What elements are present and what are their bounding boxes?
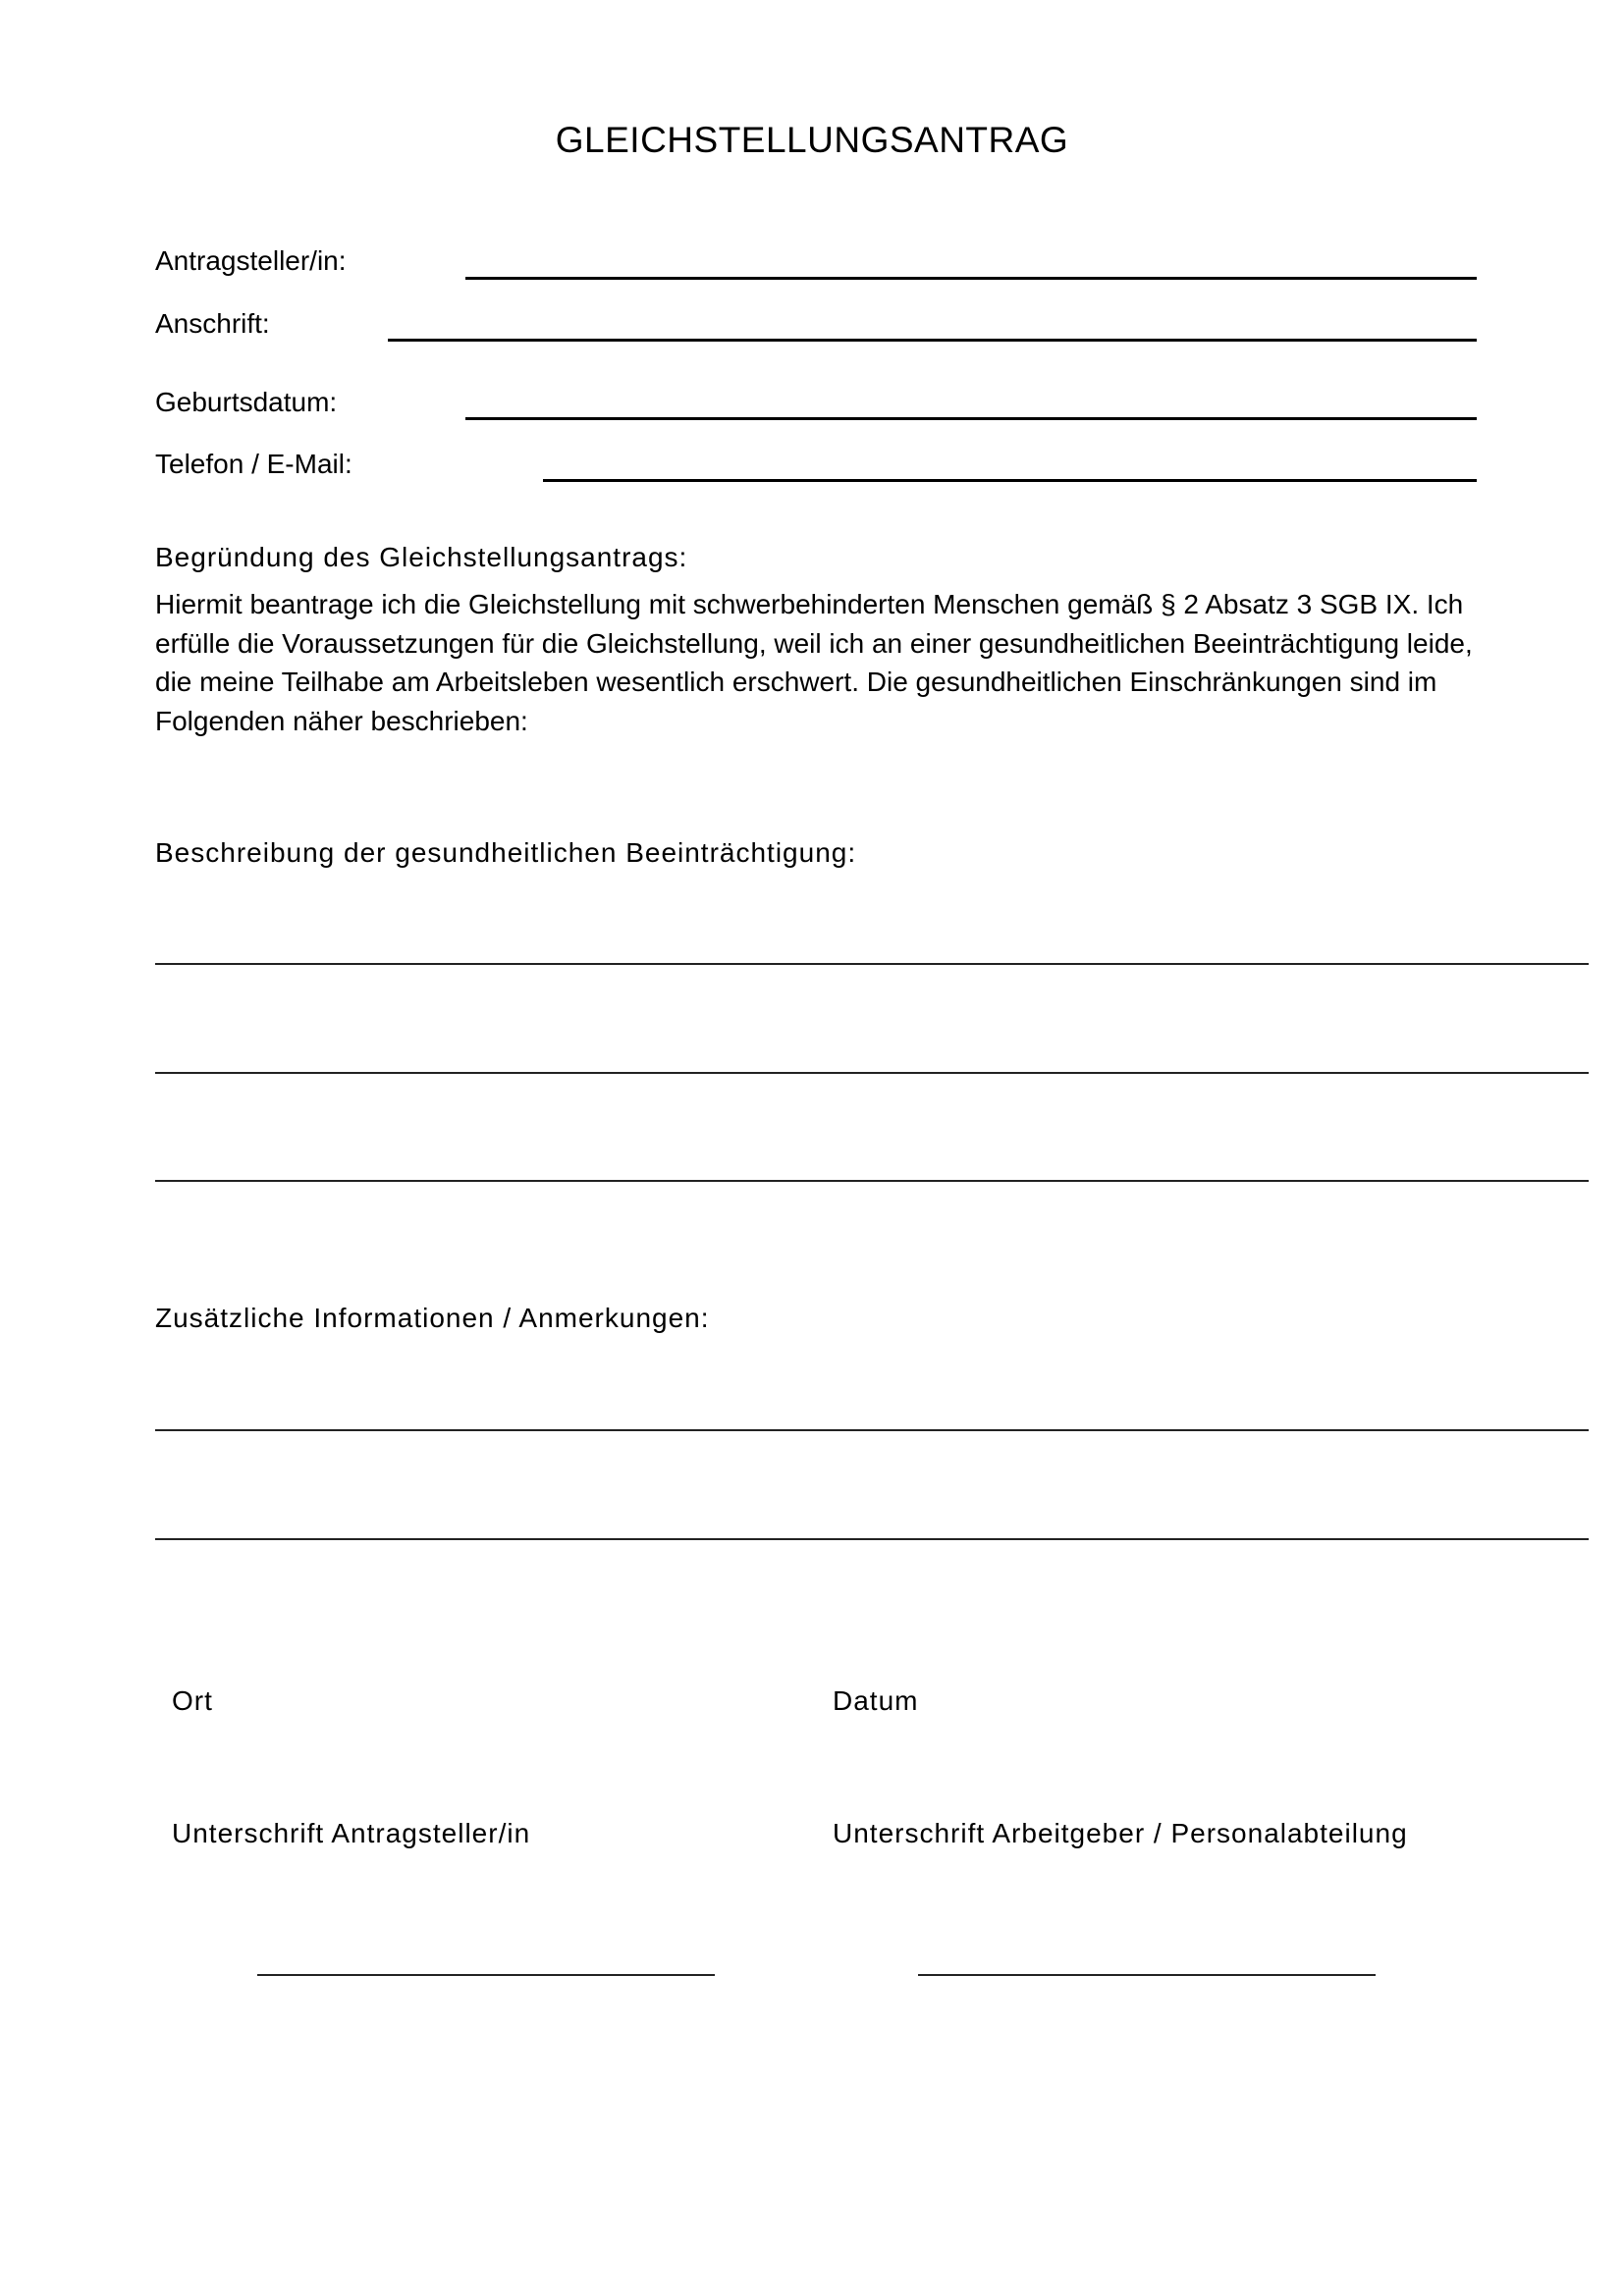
justification-text: Hiermit beantrage ich die Gleichstellung mit schwerbehinderten Menschen gemäß § 2 Absatz 3 SGB IX. Ich erfülle die Voraussetzungen für die Gleichstellung, weil ich an einer gesundheitlichen Beeinträchtigung leide, die meine Teilhabe am Arbeitsleben wesentlich erschwert. Die gesundheitlichen Einschränkungen sind im Folgenden näher beschrieben:: [155, 589, 1473, 736]
contact-input-line[interactable]: [543, 479, 1477, 482]
impairment-line-3[interactable]: [155, 1180, 1589, 1182]
impairment-line-1[interactable]: [155, 963, 1589, 965]
additional-line-2[interactable]: [155, 1538, 1589, 1540]
applicant-signature-label: Unterschrift Antragsteller/in: [172, 1818, 531, 1848]
contact-label: Telefon / E-Mail:: [155, 449, 352, 479]
impairment-heading: Beschreibung der gesundheitlichen Beeinträchtigung:: [155, 837, 857, 868]
applicant-input-line[interactable]: [465, 277, 1477, 280]
document-title: GLEICHSTELLUNGSANTRAG: [555, 120, 1069, 160]
address-label: Anschrift:: [155, 308, 270, 339]
place-label: Ort: [172, 1685, 213, 1716]
additional-line-1[interactable]: [155, 1429, 1589, 1431]
impairment-line-2[interactable]: [155, 1072, 1589, 1074]
employer-signature-label: Unterschrift Arbeitgeber / Personalabteilung: [833, 1818, 1408, 1848]
applicant-label: Antragsteller/in:: [155, 245, 347, 276]
birthdate-label: Geburtsdatum:: [155, 387, 338, 417]
employer-signature-line[interactable]: [918, 1974, 1376, 1976]
birthdate-input-line[interactable]: [465, 417, 1477, 420]
date-label: Datum: [833, 1685, 919, 1716]
applicant-signature-line[interactable]: [257, 1974, 715, 1976]
additional-heading: Zusätzliche Informationen / Anmerkungen:: [155, 1303, 710, 1333]
address-input-line[interactable]: [388, 339, 1477, 342]
justification-heading: Begründung des Gleichstellungsantrags:: [155, 542, 688, 572]
